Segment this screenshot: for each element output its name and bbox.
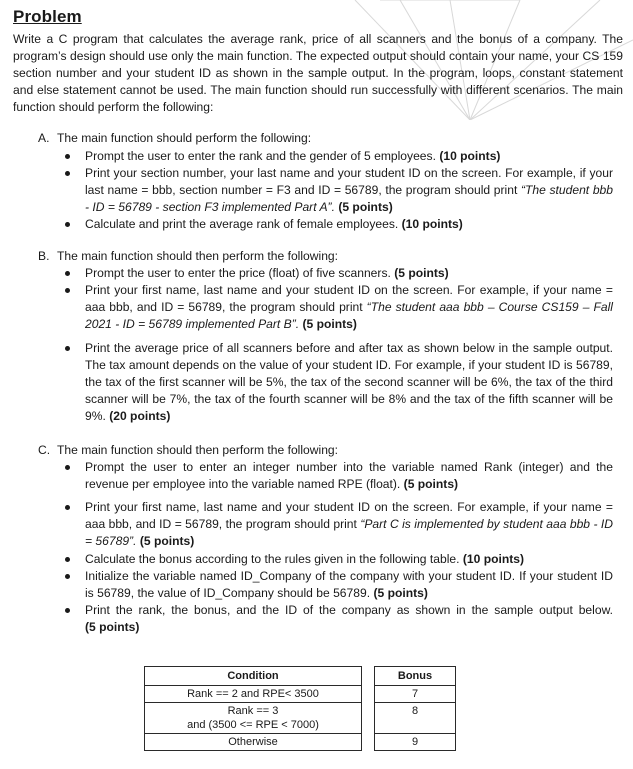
list-item: Print your first name, last name and your student ID on the screen. For example, if your name = aaa bbb, and ID = 56789, the program should print “Part C is implemented by student aaa bbb - ID = 56789”. (5 points) — [85, 499, 613, 550]
table-cell-condition: Rank == 2 and RPE< 3500 — [145, 686, 362, 703]
section-c — [13, 442, 623, 636]
section-heading — [13, 130, 623, 147]
section-heading-text: The main function should perform the following: — [57, 131, 312, 146]
list-item: Print the rank, the bonus, and the ID of the company as shown in the sample output below. (5 points) — [85, 602, 613, 636]
list-item: Print your section number, your last name and your student ID on the screen. For example, if your last name = bbb, section number = F3 and ID = 56789, the program should print “The student bbb - ID = 56789 - section F3 implemented Part A”. (5 points) — [85, 165, 613, 216]
bullet-list — [13, 265, 623, 425]
list-item: Calculate and print the average rank of female employees. (10 points) — [85, 216, 613, 233]
table-row — [145, 734, 456, 751]
table-row — [145, 686, 456, 703]
bullet-list — [13, 459, 623, 636]
section-letter: B. — [38, 249, 50, 264]
bullet-list — [13, 148, 623, 233]
table-header-bonus: Bonus — [375, 667, 456, 686]
intro-paragraph: Write a C program that calculates the average rank, price of all scanners and the bonus of a company. The program’s design should use only the main function. The expected output should contain your name, your CS 159 section number and your student ID as shown in the sample output. In the program, loops, constant statement and else statement cannot be used. The main function should run successfully with different scenarios. The main function should perform the following: — [13, 32, 623, 115]
section-heading — [13, 248, 623, 265]
section-b — [13, 248, 623, 425]
table-cell-bonus: 8 — [375, 703, 456, 734]
table-cell-bonus: 9 — [375, 734, 456, 751]
list-item: Prompt the user to enter an integer number into the variable named Rank (integer) and the revenue per employee into the variable named RPE (float). (5 points) — [85, 459, 613, 493]
section-heading-text: The main function should then perform the following: — [57, 249, 339, 264]
table-cell-bonus: 7 — [375, 686, 456, 703]
table-row — [145, 703, 456, 734]
section-letter: C. — [38, 442, 51, 457]
list-item: Prompt the user to enter the rank and the gender of 5 employees. (10 points) — [85, 148, 613, 165]
table-header-condition: Condition — [145, 667, 362, 686]
list-item: Print the average price of all scanners before and after tax as shown below in the sample output. The tax amount depends on the value of your student ID. For example, if your student ID is 56789, the tax of the first scanner will be 5%, the tax of the second scanner will be 6%, the tax of the third scanner will be 7%, the tax of the fourth scanner will be 8% and the tax of the fifth scanner will be 9%. (20 points) — [85, 340, 613, 425]
list-item: Initialize the variable named ID_Company of the company with your student ID. If your student ID is 56789, the value of ID_Company should be 56789. (5 points) — [85, 568, 613, 602]
section-heading — [13, 442, 623, 459]
section-letter: A. — [38, 131, 50, 146]
list-item: Calculate the bonus according to the rules given in the following table. (10 points) — [85, 551, 613, 568]
table-header-row — [145, 667, 456, 686]
section-heading-text: The main function should then perform the following: — [57, 442, 339, 457]
list-item: Prompt the user to enter the price (float) of five scanners. (5 points) — [85, 265, 613, 282]
section-a — [13, 130, 623, 233]
table-cell-condition: Otherwise — [145, 734, 362, 751]
bonus-table — [144, 666, 456, 751]
page-title: Problem — [13, 7, 82, 26]
list-item: Print your first name, last name and your student ID on the screen. For example, if your name = aaa bbb, and ID = 56789, the program should print “The student aaa bbb – Course CS159 – Fall 2021 - ID = 56789 implemented Part B”. (5 points) — [85, 282, 613, 333]
table-cell-condition: Rank == 3 and (3500 <= RPE < 7000) — [145, 703, 362, 734]
